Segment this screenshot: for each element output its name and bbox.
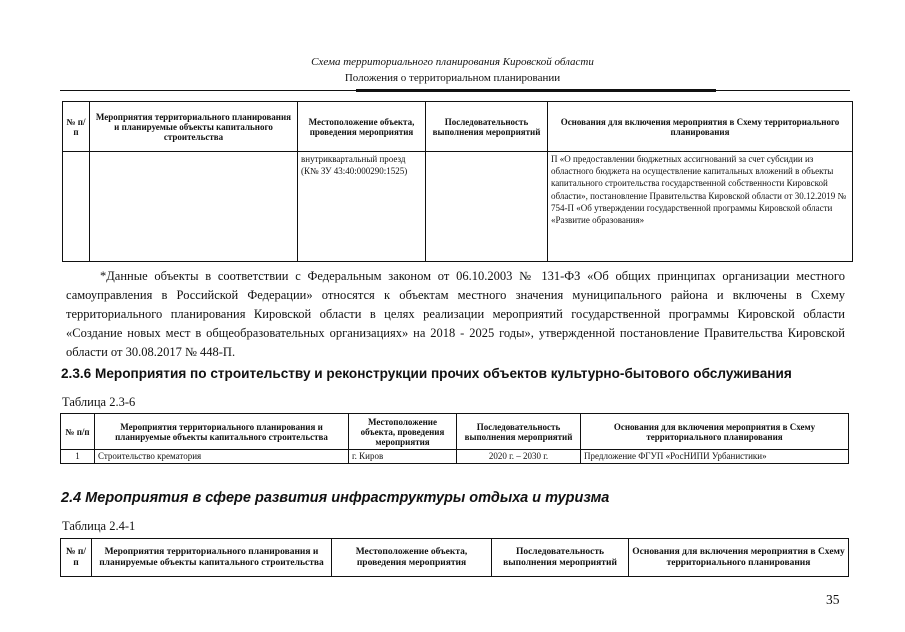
cell-num: 1 xyxy=(61,450,95,464)
col-header-location: Местоположение объекта, проведения мероприятия xyxy=(332,539,492,577)
table-header-row xyxy=(63,102,853,152)
section-heading-2-4: 2.4 Мероприятия в сфере развития инфраструктуры отдыха и туризма xyxy=(61,490,610,506)
col-header-location: Местоположение объекта, проведения мероприятия xyxy=(298,102,426,152)
table-row xyxy=(63,152,853,262)
cell-sequence xyxy=(426,152,548,262)
table-row xyxy=(61,450,849,464)
col-header-grounds: Основания для включения мероприятия в Схему территориального планирования xyxy=(548,102,853,152)
table-caption-2-4-1: Таблица 2.4-1 xyxy=(62,519,136,533)
col-header-measure: Мероприятия территориального планирования и планируемые объекты капитального строительства xyxy=(95,414,349,450)
col-header-location: Местоположение объекта, проведения мероприятия xyxy=(349,414,457,450)
cell-num xyxy=(63,152,90,262)
col-header-num: № п/п xyxy=(61,539,92,577)
cell-measure: Строительство крематория xyxy=(95,450,349,464)
cell-sequence: 2020 г. – 2030 г. xyxy=(457,450,581,464)
col-header-measure: Мероприятия территориального планирования и планируемые объекты капитального строительства xyxy=(90,102,298,152)
col-header-num: № п/п xyxy=(61,414,95,450)
footnote-text: *Данные объекты в соответствии с Федеральным законом от 06.10.2003 № 131-ФЗ «Об общих принципах организации местного самоуправления в Российской Федерации» относятся к объектам местного значения муниципального района и включены в Схему территориального планирования Кировской области в целях реализации мероприятий государственной программы Кировской области «Создание новых мест в общеобразовательных организациях» на 2018 - 2025 годы», утвержденной постановление Правительства Кировской области от 30.08.2017 № 448-П. xyxy=(66,269,845,359)
document-header-title: Схема территориального планирования Кировской области xyxy=(311,56,594,68)
col-header-num: № п/п xyxy=(63,102,90,152)
table-header-row xyxy=(61,414,849,450)
table-caption-2-3-6: Таблица 2.3-6 xyxy=(62,395,136,409)
table-2-4-1 xyxy=(60,538,849,577)
table-2-3-6 xyxy=(60,413,849,464)
col-header-grounds: Основания для включения мероприятия в Схему территориального планирования xyxy=(581,414,849,450)
cell-location: внутриквартальный проезд (К№ ЗУ 43:40:000290:1525) xyxy=(298,152,426,262)
col-header-sequence: Последовательность выполнения мероприятий xyxy=(457,414,581,450)
col-header-measure: Мероприятия территориального планирования и планируемые объекты капитального строительства xyxy=(92,539,332,577)
col-header-grounds: Основания для включения мероприятия в Схему территориального планирования xyxy=(629,539,849,577)
col-header-sequence: Последовательность выполнения мероприятий xyxy=(492,539,629,577)
measures-table-continued xyxy=(62,101,853,262)
document-header-subtitle: Положения о территориальном планировании xyxy=(344,72,561,84)
col-header-sequence: Последовательность выполнения мероприятий xyxy=(426,102,548,152)
cell-grounds: П «О предоставлении бюджетных ассигнований за счет субсидии из областного бюджета на осуществление капитальных вложений в объекты капитального строительства государственной собственности Кировской области», постановление Правительства Кировской области от 30.12.2019 № 754-П «Об утверждении государственной программы Кировской области «Развитие образования» xyxy=(548,152,853,262)
cell-grounds: Предложение ФГУП «РосНИПИ Урбанистики» xyxy=(581,450,849,464)
footnote-paragraph xyxy=(66,267,845,362)
cell-location: г. Киров xyxy=(349,450,457,464)
page-number: 35 xyxy=(826,592,840,607)
table-header-row xyxy=(61,539,849,577)
section-heading-2-3-6: 2.3.6 Мероприятия по строительству и реконструкции прочих объектов культурно-бытового обслуживания xyxy=(61,366,792,381)
cell-measure xyxy=(90,152,298,262)
header-rule-accent xyxy=(356,89,716,92)
